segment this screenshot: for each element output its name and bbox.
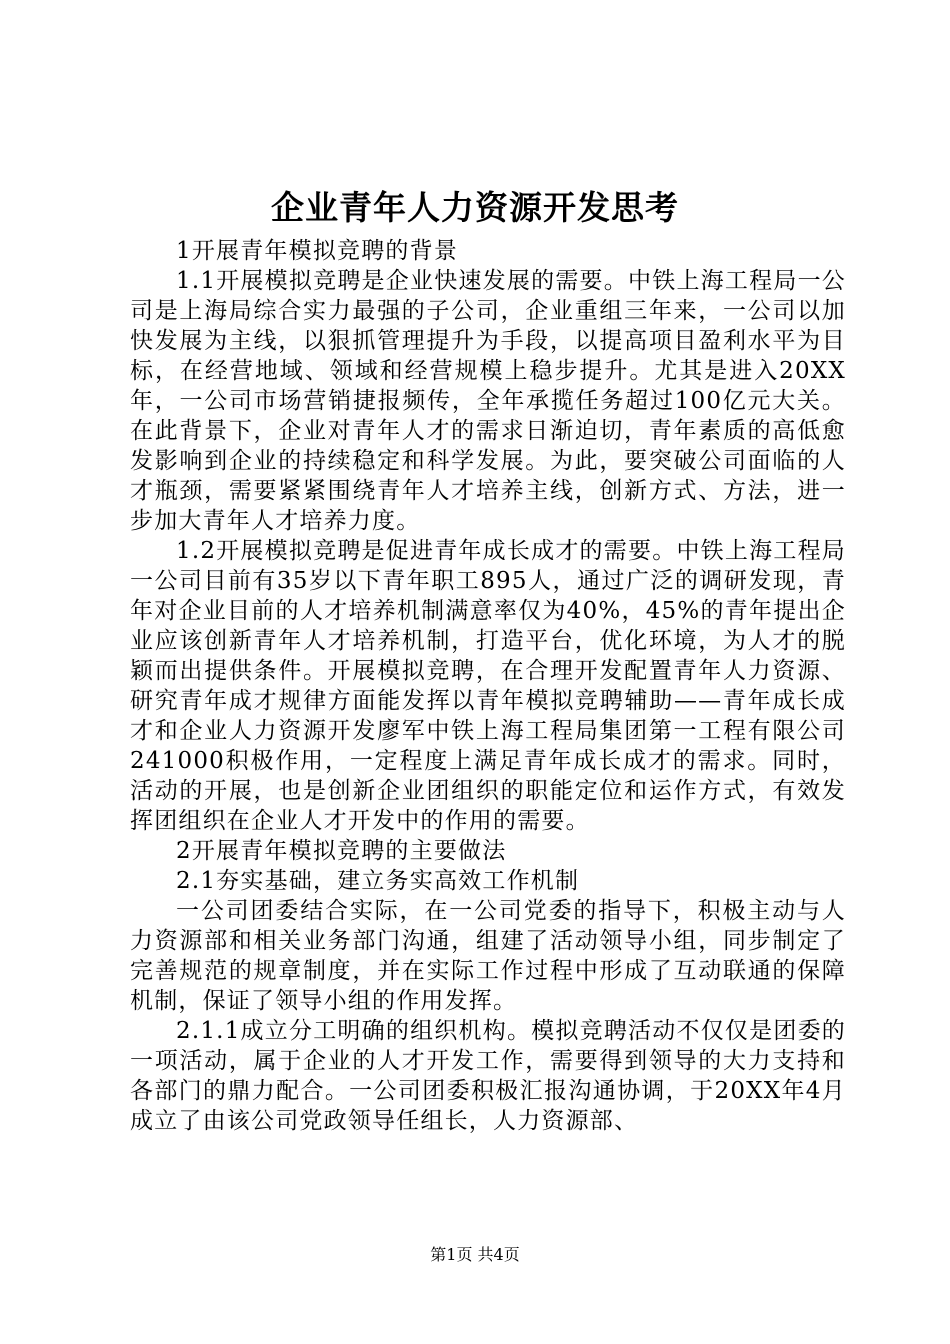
paragraph-2-1-1: 2.1.1成立分工明确的组织机构。模拟竞聘活动不仅仅是团委的一项活动，属于企业的人才开发工作，需要得到领导的大力支持和各部门的鼎力配合。一公司团委积极汇报沟通协调，于20XX年4月成立了由该公司党政领导任组长，人力资源部、 xyxy=(130,1018,846,1134)
document-body xyxy=(130,236,846,1136)
section-heading-1: 1开展青年模拟竞聘的背景 xyxy=(176,238,459,264)
document-title: 企业青年人力资源开发思考 xyxy=(271,188,679,227)
section-heading-2: 2开展青年模拟竞聘的主要做法 xyxy=(176,838,507,864)
paragraph-1-1: 1.1开展模拟竞聘是企业快速发展的需要。中铁上海工程局一公司是上海局综合实力最强的子公司，企业重组三年来，一公司以加快发展为主线，以狠抓管理提升为手段，以提高项目盈利水平为目标，在经营地域、领域和经营规模上稳步提升。尤其是进入20XX年，一公司市场营销捷报频传，全年承揽任务超过100亿元大关。在此背景下，企业对青年人才的需求日渐迫切，青年素质的高低愈发影响到企业的持续稳定和科学发展。为此，要突破公司面临的人才瓶颈，需要紧紧围绕青年人才培养主线，创新方式、方法，进一步加大青年人才培养力度。 xyxy=(130,268,846,534)
subsection-heading-2-1: 2.1夯实基础，建立务实高效工作机制 xyxy=(176,868,580,894)
paragraph-2-1: 一公司团委结合实际，在一公司党委的指导下，积极主动与人力资源部和相关业务部门沟通，组建了活动领导小组，同步制定了完善规范的规章制度，并在实际工作过程中形成了互动联通的保障机制，保证了领导小组的作用发挥。 xyxy=(130,898,846,1014)
page-footer: 第1页 共4页 xyxy=(430,1245,520,1264)
paragraph-1-2: 1.2开展模拟竞聘是促进青年成长成才的需要。中铁上海工程局一公司目前有35岁以下青年职工895人，通过广泛的调研发现，青年对企业目前的人才培养机制满意率仅为40%，45%的青年提出企业应该创新青年人才培养机制，打造平台，优化环境，为人才的脱颖而出提供条件。开展模拟竞聘，在合理开发配置青年人力资源、研究青年成才规律方面能发挥以青年模拟竞聘辅助——青年成长成才和企业人力资源开发廖军中铁上海工程局集团第一工程有限公司241000积极作用，一定程度上满足青年成长成才的需求。同时，活动的开展，也是创新企业团组织的职能定位和运作方式，有效发挥团组织在企业人才开发中的作用的需要。 xyxy=(130,538,846,834)
